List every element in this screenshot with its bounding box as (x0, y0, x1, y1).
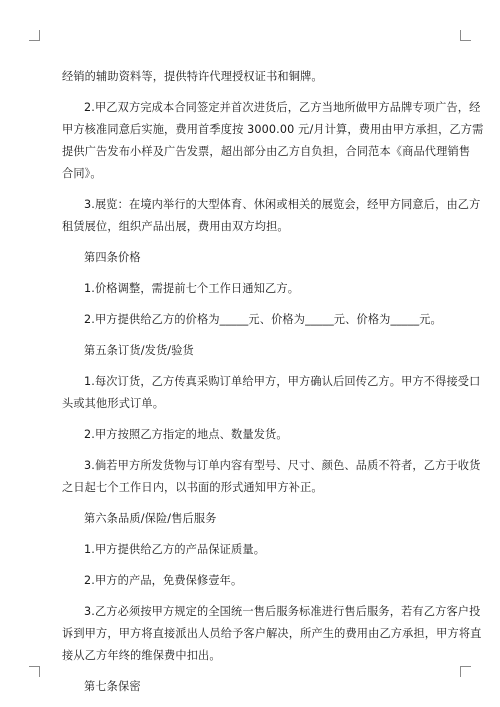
document-body (62, 66, 484, 707)
section-heading-ordering (62, 340, 438, 362)
text-line: 接从乙方年终的维保费中扣出。 (62, 649, 221, 662)
section-title: 第七条保密 (84, 680, 141, 693)
text-line: 经销的辅助资料等，提供特许代理授权证书和铜牌。 (62, 70, 323, 83)
text-line: 合同》。 (62, 167, 102, 180)
paragraph-quality (62, 539, 438, 561)
text-line: 之日起七个工作日内，以书面的形式通知甲方补正。 (62, 481, 323, 494)
paragraph-after-sales (62, 601, 482, 667)
text-line: 1.价格调整，需提前七个工作日通知乙方。 (84, 282, 300, 295)
paragraph-shipping (62, 424, 438, 446)
paragraph-exhibition (62, 194, 481, 238)
text-line: 1.每次订货，乙方传真采购订单给甲方，甲方确认后回传乙方。甲方不得接受口 (84, 375, 481, 388)
section-heading-quality (62, 508, 438, 530)
section-heading-price (62, 247, 438, 269)
section-title: 第六条品质/保险/售后服务 (84, 512, 217, 525)
paragraph-ordering (62, 371, 481, 415)
text-line: 2.甲乙双方完成本合同签定并首次进货后，乙方当地所做甲方品牌专项广告，经 (84, 101, 481, 114)
text-line: 租赁展位，组织产品出展，费用由双方均担。 (62, 220, 289, 233)
paragraph-inspection (62, 455, 481, 499)
text-line: 甲方核准同意后实施，费用首季度按 3000.00 元/月计算，费用由甲方承担，乙方需 (62, 123, 484, 136)
crop-mark-top-right (460, 30, 471, 41)
text-line: 提供广告发布小样及广告发票，超出部分由乙方自负担，合同范本《商品代理销售 (62, 145, 471, 158)
text-line: 头或其他形式订单。 (62, 397, 165, 410)
text-line: 3.展览：在境内举行的大型体育、休闲或相关的展览会，经甲方同意后，由乙方 (84, 198, 481, 211)
paragraph-price-list (62, 309, 442, 331)
text-line: 诉到甲方，甲方将直接派出人员给予客户解决，所产生的费用由乙方承担，甲方将直 (62, 627, 482, 640)
paragraph-advertising (62, 97, 484, 185)
text-line: 3.乙方必须按甲方规定的全国统一售后服务标准进行售后服务，若有乙方客户投 (84, 605, 481, 618)
text-line: 2.甲方的产品，免费保修壹年。 (84, 574, 243, 587)
crop-mark-bottom-right (460, 666, 471, 677)
text-line: 2.甲方提供给乙方的价格为_____元、价格为_____元、价格为_____元。 (84, 313, 442, 326)
crop-mark-bottom-left (29, 666, 40, 677)
section-heading-confidentiality (62, 676, 438, 698)
text-line: 3.倘若甲方所发货物与订单内容有型号、尺寸、颜色、品质不符者，乙方于收货 (84, 459, 481, 472)
crop-mark-top-left (29, 30, 40, 41)
paragraph-price-adjustment (62, 278, 438, 300)
paragraph-warranty (62, 570, 438, 592)
paragraph-continuation (62, 66, 438, 88)
text-line: 2.甲方按照乙方指定的地点、数量发货。 (84, 428, 288, 441)
section-title: 第五条订货/发货/验货 (84, 344, 194, 357)
section-title: 第四条价格 (84, 251, 141, 264)
text-line: 1.甲方提供给乙方的产品保证质量。 (84, 543, 266, 556)
